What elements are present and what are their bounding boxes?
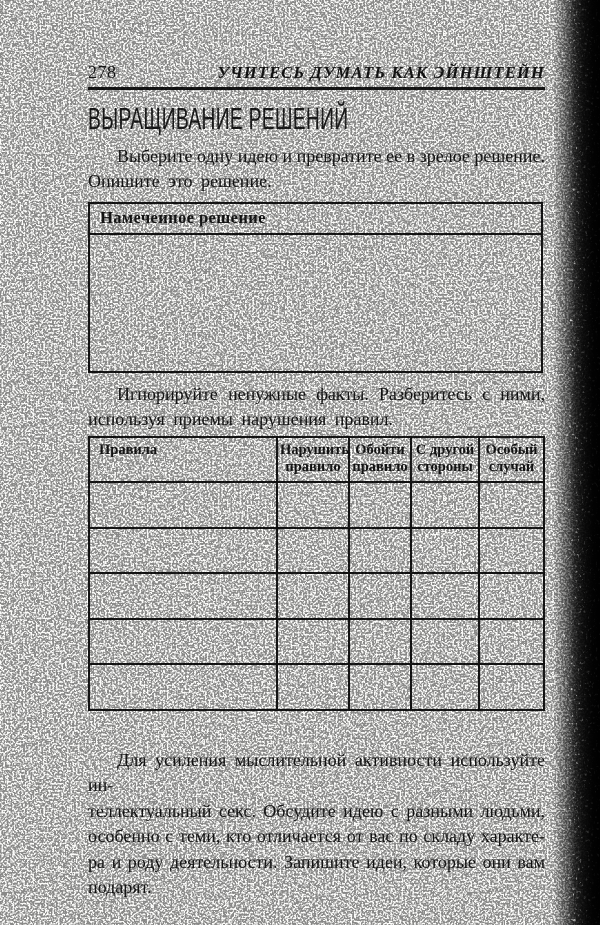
table-cell — [277, 482, 349, 528]
table-cell — [277, 528, 349, 574]
table-cell — [89, 528, 277, 574]
column-header-break-rule: Нарушить правило — [277, 437, 349, 482]
running-title: УЧИТЕСЬ ДУМАТЬ КАК ЭЙНШТЕЙН — [217, 63, 545, 82]
section-heading: ВЫРАЩИВАНИЕ РЕШЕНИЙ — [88, 101, 349, 136]
rules-paragraph — [88, 382, 545, 433]
column-header-rules: Правила — [89, 437, 277, 482]
paragraph-line: Для усиления мыслительной активности используйте ин- — [88, 750, 545, 796]
page-number: 278 — [88, 62, 117, 82]
table-row — [89, 528, 544, 574]
table-cell — [89, 664, 277, 710]
table-cell — [411, 482, 479, 528]
table-cell — [411, 528, 479, 574]
table-cell — [349, 528, 411, 574]
table-row — [89, 619, 544, 665]
table-cell — [89, 482, 277, 528]
table-row — [89, 482, 544, 528]
paragraph-line: Игнорируйте ненужные факты. Разберитесь с ними, — [117, 384, 545, 404]
column-header-special-case: Особый случай — [479, 437, 544, 482]
paragraph-line: теллектуальный секс. Обсудите идею с разными людьми, — [88, 800, 545, 821]
solution-box-header: Намечеиное решение — [90, 204, 541, 235]
paragraph-line: Опишите это решение. — [88, 171, 272, 192]
table-cell — [411, 619, 479, 665]
table-cell — [411, 664, 479, 710]
table-cell — [349, 573, 411, 619]
table-cell — [479, 528, 544, 574]
paragraph-line: особенно с теми, кто отличается от вас по складу характе- — [88, 826, 545, 847]
table-cell — [277, 664, 349, 710]
paragraph-line: Выберите одну идею и превратите ее в зрелое решение. — [117, 146, 545, 166]
table-cell — [479, 573, 544, 619]
solution-box — [88, 202, 543, 373]
closing-paragraph — [88, 748, 545, 900]
paragraph-line: используя приемы нарушения правил. — [88, 409, 394, 430]
running-head — [88, 62, 545, 86]
table-cell — [479, 664, 544, 710]
header-rule — [88, 87, 545, 90]
book-spine-scan-edge — [554, 0, 600, 925]
table-row — [89, 664, 544, 710]
table-row — [89, 573, 544, 619]
table-cell — [479, 482, 544, 528]
table-cell — [349, 619, 411, 665]
table-cell — [277, 573, 349, 619]
table-cell — [89, 573, 277, 619]
table-cell — [89, 619, 277, 665]
table-cell — [479, 619, 544, 665]
intro-paragraph — [88, 144, 545, 195]
paragraph-line: подарят. — [88, 877, 152, 898]
table-cell — [277, 619, 349, 665]
paragraph-line: ра и роду деятельности. Запишите идеи, которые они вам — [88, 851, 545, 872]
table-cell — [349, 664, 411, 710]
rules-table — [88, 436, 545, 711]
rules-table-header-row — [89, 437, 544, 482]
table-cell — [349, 482, 411, 528]
table-cell — [411, 573, 479, 619]
column-header-other-side: С другой стороны — [411, 437, 479, 482]
column-header-bypass-rule: Обойти правнло — [349, 437, 411, 482]
